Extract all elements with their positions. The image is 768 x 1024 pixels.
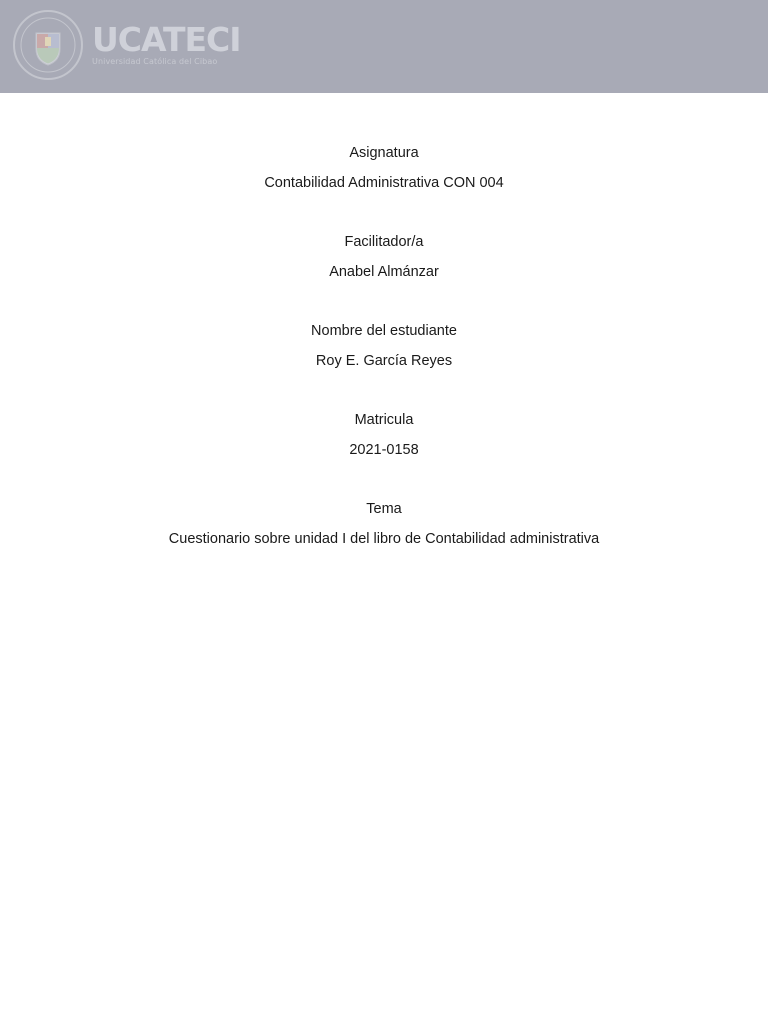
field-estudiante bbox=[0, 316, 768, 405]
field-value: Anabel Almánzar bbox=[329, 264, 439, 280]
field-value: Cuestionario sobre unidad I del libro de Contabilidad administrativa bbox=[168, 531, 600, 547]
field-facilitador bbox=[0, 227, 768, 316]
logo-tagline: Universidad Católica del Cibao bbox=[92, 57, 218, 66]
field-value: Roy E. García Reyes bbox=[315, 353, 453, 369]
university-logo bbox=[12, 7, 241, 83]
field-value: 2021-0158 bbox=[349, 442, 419, 458]
field-tema bbox=[0, 494, 768, 583]
field-label: Asignatura bbox=[349, 145, 419, 161]
field-value: Contabilidad Administrativa CON 004 bbox=[264, 175, 504, 191]
logo-wordmark: UCATECI bbox=[92, 20, 241, 59]
field-label: Matricula bbox=[354, 412, 414, 428]
field-matricula bbox=[0, 405, 768, 494]
field-asignatura bbox=[0, 138, 768, 227]
field-label: Facilitador/a bbox=[344, 234, 424, 250]
header-band bbox=[0, 0, 768, 93]
field-label: Tema bbox=[366, 501, 402, 517]
field-label: Nombre del estudiante bbox=[311, 323, 457, 339]
cover-page-content bbox=[0, 138, 768, 583]
university-seal-icon bbox=[12, 9, 84, 81]
